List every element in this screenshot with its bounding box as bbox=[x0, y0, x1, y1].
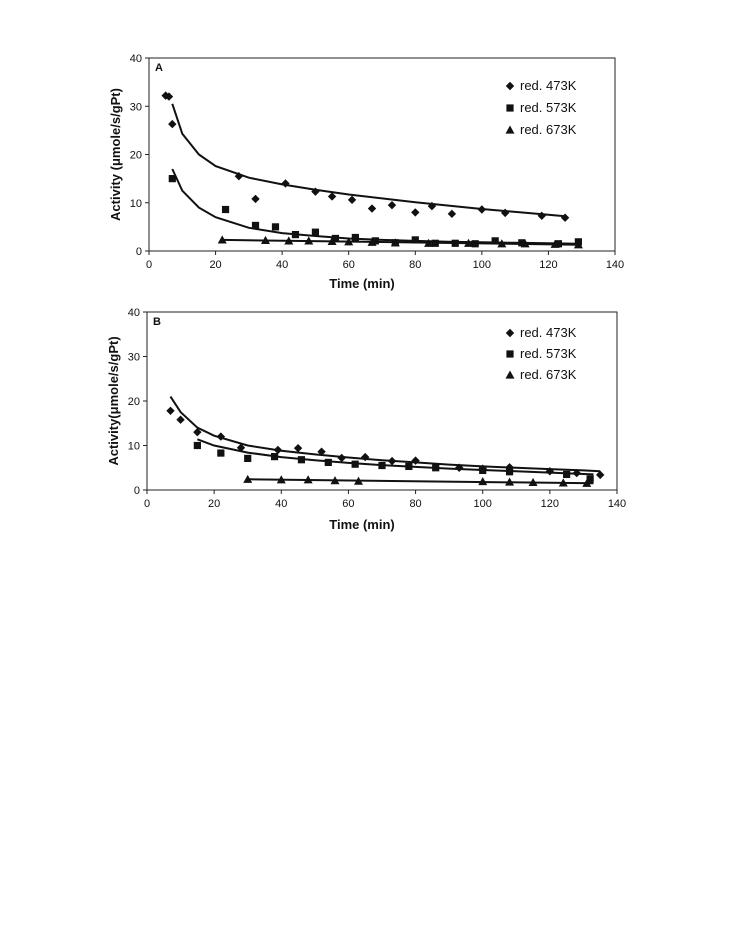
series-triangle bbox=[243, 475, 593, 487]
fit-line bbox=[172, 104, 565, 217]
data-point bbox=[292, 231, 299, 238]
series-triangle bbox=[218, 235, 583, 248]
legend-marker bbox=[506, 350, 513, 357]
legend-marker bbox=[506, 82, 514, 90]
data-point bbox=[388, 201, 396, 209]
legend-marker bbox=[506, 371, 515, 379]
data-point bbox=[298, 456, 305, 463]
x-tick-label: 20 bbox=[209, 259, 222, 271]
legend-label: red. 573K bbox=[520, 100, 577, 115]
x-tick-label: 80 bbox=[409, 259, 422, 271]
data-point bbox=[479, 467, 486, 474]
data-point bbox=[388, 457, 396, 465]
data-point bbox=[432, 464, 439, 471]
data-point bbox=[478, 205, 486, 213]
legend-marker bbox=[506, 104, 513, 111]
y-tick-label: 40 bbox=[127, 307, 140, 319]
data-point bbox=[222, 206, 229, 213]
legend-label: red. 673K bbox=[520, 122, 577, 137]
y-tick-label: 30 bbox=[129, 101, 142, 114]
data-point bbox=[176, 415, 184, 423]
data-point bbox=[312, 229, 319, 236]
y-tick-label: 0 bbox=[133, 485, 140, 497]
x-tick-label: 0 bbox=[145, 259, 153, 271]
data-point bbox=[352, 461, 359, 468]
data-point bbox=[217, 449, 224, 456]
x-tick-label: 140 bbox=[607, 498, 627, 510]
data-point bbox=[271, 453, 278, 460]
fit-line bbox=[248, 479, 594, 483]
data-point bbox=[168, 120, 176, 128]
y-axis-label: Activity(μmole/s/gPt) bbox=[106, 336, 121, 466]
data-point bbox=[274, 446, 282, 454]
y-tick-label: 40 bbox=[129, 53, 142, 65]
x-axis-label: Time (min) bbox=[329, 517, 395, 532]
x-tick-label: 0 bbox=[143, 498, 151, 510]
y-axis-label: Activity (μmole/s/gPt) bbox=[108, 88, 123, 221]
y-tick-label: 10 bbox=[127, 440, 140, 453]
chart-panel-a bbox=[108, 53, 624, 291]
y-tick-label: 0 bbox=[135, 246, 142, 258]
x-axis-label: Time (min) bbox=[329, 276, 395, 291]
x-tick-label: 120 bbox=[540, 498, 560, 510]
data-point bbox=[166, 407, 174, 415]
x-tick-label: 100 bbox=[473, 498, 492, 510]
y-tick-label: 20 bbox=[127, 396, 140, 408]
legend-marker bbox=[506, 126, 515, 134]
fit-line bbox=[171, 397, 601, 472]
chart-panel-b bbox=[106, 307, 626, 532]
y-tick-label: 10 bbox=[129, 197, 142, 210]
legend-label: red. 673K bbox=[520, 367, 577, 382]
x-tick-label: 60 bbox=[342, 498, 355, 510]
data-point bbox=[272, 223, 279, 230]
x-tick-label: 100 bbox=[472, 259, 492, 271]
data-point bbox=[563, 471, 570, 478]
legend-label: red. 473K bbox=[520, 325, 577, 340]
y-tick-label: 20 bbox=[129, 149, 142, 162]
data-point bbox=[352, 234, 359, 241]
data-point bbox=[405, 463, 412, 470]
data-point bbox=[251, 195, 259, 203]
data-point bbox=[368, 204, 376, 212]
x-tick-label: 80 bbox=[409, 498, 422, 510]
data-point bbox=[506, 468, 513, 475]
data-point bbox=[538, 212, 546, 220]
x-tick-label: 20 bbox=[208, 498, 221, 510]
data-point bbox=[348, 196, 356, 204]
legend-label: red. 573K bbox=[520, 346, 577, 361]
panel-label: A bbox=[155, 62, 163, 74]
data-point bbox=[328, 192, 336, 200]
y-tick-label: 30 bbox=[127, 351, 140, 364]
fit-line bbox=[172, 169, 578, 244]
data-point bbox=[325, 459, 332, 466]
x-tick-label: 60 bbox=[342, 259, 355, 271]
legend-marker bbox=[506, 329, 514, 337]
data-point bbox=[448, 210, 456, 218]
data-point bbox=[294, 444, 302, 452]
data-point bbox=[244, 455, 251, 462]
data-point bbox=[169, 175, 176, 182]
x-tick-label: 120 bbox=[539, 259, 558, 271]
x-tick-label: 40 bbox=[275, 498, 288, 510]
data-point bbox=[561, 214, 569, 222]
data-point bbox=[252, 222, 259, 229]
data-point bbox=[338, 454, 346, 462]
x-tick-label: 40 bbox=[276, 259, 289, 271]
data-point bbox=[411, 208, 419, 216]
data-point bbox=[194, 442, 201, 449]
x-tick-label: 140 bbox=[605, 259, 625, 271]
legend-label: red. 473K bbox=[520, 78, 577, 93]
panel-label: B bbox=[153, 316, 161, 328]
data-point bbox=[378, 462, 385, 469]
